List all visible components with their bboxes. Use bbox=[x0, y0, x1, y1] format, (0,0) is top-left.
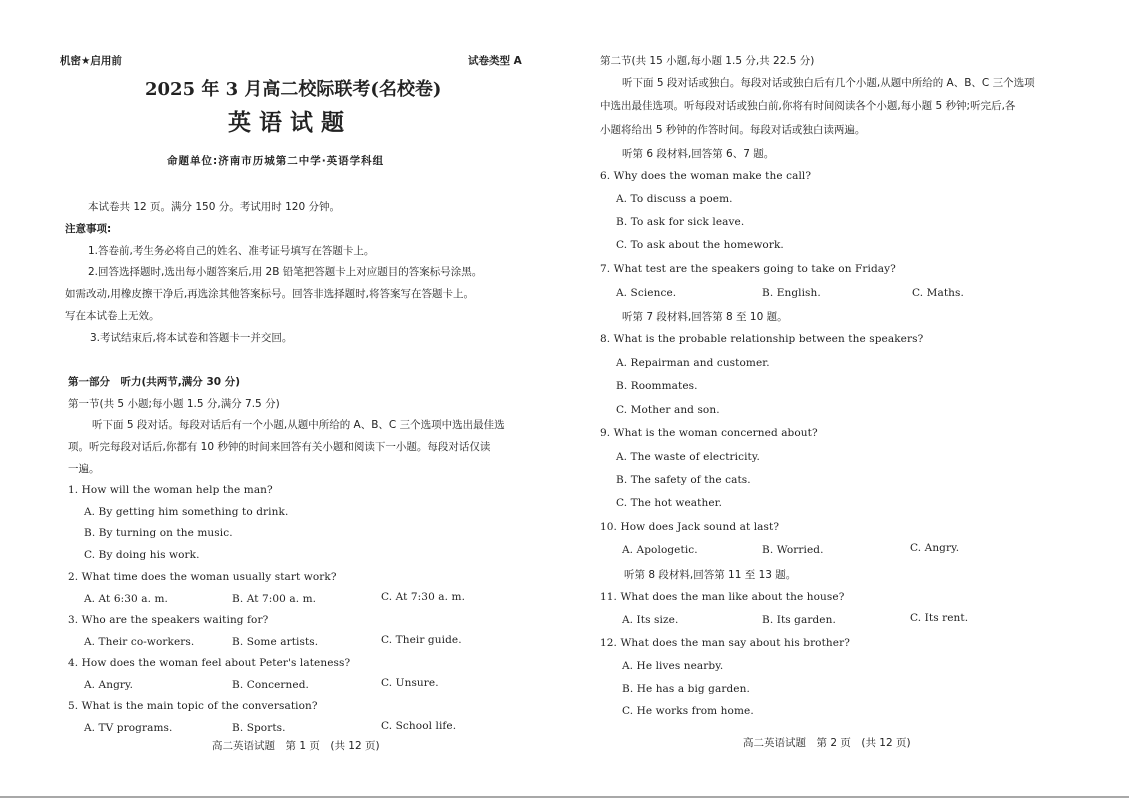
note-1: 1.答卷前,考生务必将自己的姓名、准考证号填写在答题卡上。 bbox=[88, 245, 375, 257]
confidential-label: 机密★启用前 bbox=[60, 55, 122, 67]
question-10-option-c[interactable]: C. Angry. bbox=[910, 542, 960, 554]
question-number: 10. bbox=[600, 521, 617, 533]
note-2-cont2: 写在本试卷上无效。 bbox=[65, 310, 160, 322]
section1-instructions-line2: 项。听完每段对话后,你都有 10 秒钟的时间来回答有关小题和阅读下一小题。每段对话仅读 bbox=[68, 441, 491, 453]
question-text: How does Jack sound at last? bbox=[620, 521, 780, 533]
notes-heading: 注意事项: bbox=[65, 223, 112, 235]
question-3-option-c[interactable]: C. Their guide. bbox=[381, 634, 462, 646]
question-4-option-c[interactable]: C. Unsure. bbox=[381, 677, 439, 689]
section2-instructions-line1: 听下面 5 段对话或独白。每段对话或独白后有几个小题,从题中所给的 A、B、C 三个选项 bbox=[622, 77, 1035, 89]
question-1-option-b[interactable]: B. By turning on the music. bbox=[84, 527, 233, 539]
question-6-option-c[interactable]: C. To ask about the homework. bbox=[616, 239, 784, 251]
question-12-option-b[interactable]: B. He has a big garden. bbox=[622, 683, 750, 695]
question-4-option-b[interactable]: B. Concerned. bbox=[232, 679, 309, 691]
question-number: 11. bbox=[600, 591, 617, 603]
question-12-option-a[interactable]: A. He lives nearby. bbox=[622, 660, 724, 672]
question-1-option-c[interactable]: C. By doing his work. bbox=[84, 549, 200, 561]
question-6-option-a[interactable]: A. To discuss a poem. bbox=[616, 193, 733, 205]
question-number: 12. bbox=[600, 637, 617, 649]
question-4-option-a[interactable]: A. Angry. bbox=[84, 679, 134, 691]
question-9 bbox=[600, 427, 818, 439]
authoring-unit: 命题单位:济南市历城第二中学·英语学科组 bbox=[167, 155, 385, 167]
question-9-option-c[interactable]: C. The hot weather. bbox=[616, 497, 723, 509]
question-1 bbox=[68, 484, 273, 496]
question-12 bbox=[600, 637, 850, 649]
note-2: 2.回答选择题时,选出每小题答案后,用 2B 铅笔把答题卡上对应题目的答案标号涂黑。 bbox=[88, 266, 483, 278]
question-6-option-b[interactable]: B. To ask for sick leave. bbox=[616, 216, 745, 228]
question-number: 4. bbox=[68, 657, 79, 669]
question-text: What test are the speakers going to take on Friday? bbox=[613, 263, 896, 275]
question-text: How will the woman help the man? bbox=[81, 484, 273, 496]
material-8-instruction: 听第 8 段材料,回答第 11 至 13 题。 bbox=[624, 569, 797, 581]
note-2-cont: 如需改动,用橡皮擦干净后,再选涂其他答案标号。回答非选择题时,将答案写在答题卡上。 bbox=[65, 288, 475, 300]
section1-instructions-line1: 听下面 5 段对话。每段对话后有一个小题,从题中所给的 A、B、C 三个选项中选出最佳选 bbox=[92, 419, 505, 431]
question-number: 8. bbox=[600, 333, 611, 345]
question-12-option-c[interactable]: C. He works from home. bbox=[622, 705, 754, 717]
question-number: 6. bbox=[600, 170, 611, 182]
question-5-option-c[interactable]: C. School life. bbox=[381, 720, 457, 732]
question-text: Why does the woman make the call? bbox=[613, 170, 812, 182]
question-10-option-a[interactable]: A. Apologetic. bbox=[622, 544, 698, 556]
question-text: What is the woman concerned about? bbox=[613, 427, 818, 439]
question-text: Who are the speakers waiting for? bbox=[81, 614, 269, 626]
section1-instructions-line3: 一遍。 bbox=[68, 463, 100, 475]
question-text: What is the main topic of the conversation? bbox=[81, 700, 318, 712]
material-6-instruction: 听第 6 段材料,回答第 6、7 题。 bbox=[622, 148, 775, 160]
question-2-option-b[interactable]: B. At 7:00 a. m. bbox=[232, 593, 317, 605]
bottom-divider bbox=[0, 796, 1129, 798]
note-3: 3.考试结束后,将本试卷和答题卡一并交回。 bbox=[90, 332, 293, 344]
question-3 bbox=[68, 614, 268, 626]
question-11 bbox=[600, 591, 844, 603]
question-10 bbox=[600, 521, 779, 533]
question-5-option-a[interactable]: A. TV programs. bbox=[84, 722, 173, 734]
question-10-option-b[interactable]: B. Worried. bbox=[762, 544, 824, 556]
question-8-option-a[interactable]: A. Repairman and customer. bbox=[616, 357, 770, 369]
question-1-option-a[interactable]: A. By getting him something to drink. bbox=[84, 506, 289, 518]
question-text: What is the probable relationship between the speakers? bbox=[613, 333, 924, 345]
question-5 bbox=[68, 700, 318, 712]
question-2-option-a[interactable]: A. At 6:30 a. m. bbox=[84, 593, 168, 605]
question-text: What does the man like about the house? bbox=[620, 591, 845, 603]
question-3-option-a[interactable]: A. Their co-workers. bbox=[84, 636, 195, 648]
question-text: How does the woman feel about Peter's lateness? bbox=[81, 657, 351, 669]
paper-type-label: 试卷类型 A bbox=[468, 55, 522, 67]
question-7-option-c[interactable]: C. Maths. bbox=[912, 287, 964, 299]
exam-title: 2025 年 3 月高二校际联考(名校卷) bbox=[145, 79, 442, 100]
question-11-option-a[interactable]: A. Its size. bbox=[622, 614, 679, 626]
section2-instructions-line3: 小题将给出 5 秒钟的作答时间。每段对话或独白读两遍。 bbox=[600, 124, 866, 136]
question-6 bbox=[600, 170, 811, 182]
section2-instructions-line2: 中选出最佳选项。听每段对话或独白前,你将有时间阅读各个小题,每小题 5 秒钟;听完后,各 bbox=[600, 100, 1016, 112]
question-number: 7. bbox=[600, 263, 611, 275]
section2-heading: 第二节(共 15 小题,每小题 1.5 分,共 22.5 分) bbox=[600, 55, 815, 67]
question-text: What time does the woman usually start work? bbox=[81, 571, 337, 583]
question-8-option-c[interactable]: C. Mother and son. bbox=[616, 404, 720, 416]
question-3-option-b[interactable]: B. Some artists. bbox=[232, 636, 319, 648]
material-7-instruction: 听第 7 段材料,回答第 8 至 10 题。 bbox=[622, 311, 788, 323]
question-number: 1. bbox=[68, 484, 79, 496]
question-number: 3. bbox=[68, 614, 79, 626]
page-1-footer: 高二英语试题 第 1 页 (共 12 页) bbox=[212, 740, 380, 752]
section1-heading: 第一节(共 5 小题;每小题 1.5 分,满分 7.5 分) bbox=[68, 398, 280, 410]
subject-title: 英语试题 bbox=[228, 110, 352, 136]
question-2 bbox=[68, 571, 337, 583]
question-9-option-a[interactable]: A. The waste of electricity. bbox=[616, 451, 760, 463]
page-2-footer: 高二英语试题 第 2 页 (共 12 页) bbox=[743, 737, 911, 749]
question-8-option-b[interactable]: B. Roommates. bbox=[616, 380, 698, 392]
question-number: 2. bbox=[68, 571, 79, 583]
question-8 bbox=[600, 333, 923, 345]
question-7-option-a[interactable]: A. Science. bbox=[616, 287, 677, 299]
question-5-option-b[interactable]: B. Sports. bbox=[232, 722, 286, 734]
question-11-option-b[interactable]: B. Its garden. bbox=[762, 614, 836, 626]
question-7-option-b[interactable]: B. English. bbox=[762, 287, 821, 299]
question-2-option-c[interactable]: C. At 7:30 a. m. bbox=[381, 591, 466, 603]
question-text: What does the man say about his brother? bbox=[620, 637, 850, 649]
question-number: 5. bbox=[68, 700, 79, 712]
question-number: 9. bbox=[600, 427, 611, 439]
part1-heading: 第一部分 听力(共两节,满分 30 分) bbox=[68, 376, 241, 388]
question-7 bbox=[600, 263, 896, 275]
exam-intro: 本试卷共 12 页。满分 150 分。考试用时 120 分钟。 bbox=[88, 201, 340, 213]
question-9-option-b[interactable]: B. The safety of the cats. bbox=[616, 474, 751, 486]
question-4 bbox=[68, 657, 350, 669]
question-11-option-c[interactable]: C. Its rent. bbox=[910, 612, 969, 624]
